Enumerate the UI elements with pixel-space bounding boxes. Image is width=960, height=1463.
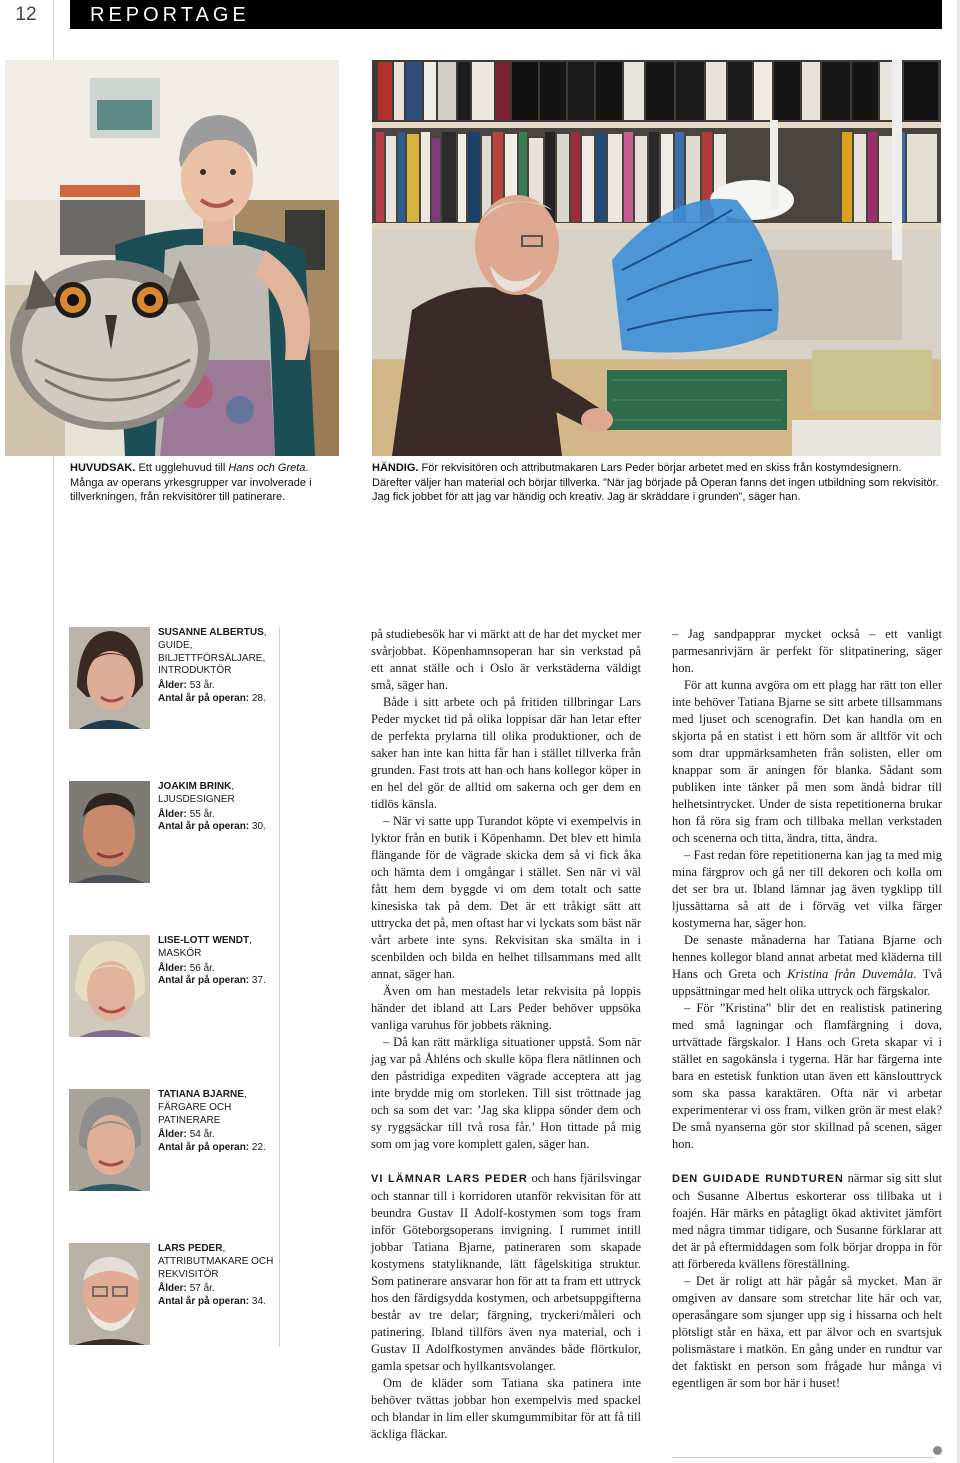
profile-age: [158, 1129, 278, 1142]
profile-name: LARS PEDER: [158, 1243, 223, 1254]
profile-role: FÄRGARE OCH PATINERARE: [158, 1101, 232, 1126]
article-paragraph: – Då kan rätt märkliga situationer uppstå. Som när jag var på Åhléns och skulle köpa flera nätlinnen och den påstridiga expediten vägrade acceptera att jag inte brydde mig om storleken. Till sist tröttnade jag och sa som det var: ’Jag ska klippa sönder dem och sy ryggsäckar till två rosa får.’ Hon tittade på mig som om jag vore komplett galen, säger han.: [371, 1035, 641, 1151]
profile-age-value: 54 år.: [189, 1129, 215, 1141]
profile-age-label: Ålder:: [158, 680, 187, 692]
article-paragraph-lead: [371, 1170, 641, 1375]
article-paragraph: – Det är roligt att här pågår så mycket. Man är omgiven av dansare som stretchar lite här och var, operasångare som sjunger upp sig i hissarna och helt plötsligt står en häxa, ett par älvor och en svartsjuk polismästare i matkön. En gång under en rundtur var det faktiskt en person som frågade hur många vi egentligen är som bor här i huset!: [672, 1274, 942, 1390]
profile-tenure-value: 30.: [251, 821, 266, 833]
end-of-article-dot-icon: [933, 1446, 942, 1455]
portrait-susanne-albertus: [69, 627, 150, 729]
profile-age-value: 57 år.: [189, 1283, 215, 1295]
profile-age-value: 53 år.: [189, 680, 215, 692]
profile-tenure-value: 22.: [251, 1142, 266, 1154]
profile-tenure-label: Antal år på operan:: [158, 821, 250, 833]
profile-info: LISE-LOTT WENDT, MASKÖR Ålder: 56 år. Antal år på operan: 37.: [158, 935, 278, 988]
profile-age: [158, 1283, 278, 1296]
profile-role: MASKÖR: [158, 947, 202, 959]
profile-age: [158, 680, 278, 693]
article-lead-in: DEN GUIDADE RUNDTUREN: [672, 1173, 844, 1185]
article-paragraph: Om de kläder som Tatiana ska patinera inte behöver tvättas jobbar hon exempelvis med spackel och blandar in lim eller skumgummibitar för att få till äckliga fläckar.: [371, 1376, 641, 1441]
profile-name: LISE-LOTT WENDT: [158, 935, 250, 946]
profile-age-value: 56 år.: [189, 962, 215, 974]
profile-tenure: [158, 693, 278, 706]
workshop-photo-illustration: [372, 60, 941, 456]
profile-susanne-albertus: [69, 627, 279, 735]
profile-age-label: Ålder:: [158, 808, 187, 820]
profile-lars-peder: [69, 1243, 279, 1351]
profile-role: LJUSDESIGNER: [158, 793, 235, 805]
article-paragraph: – När vi satte upp Turandot köpte vi exempelvis in lyktor från en butik i Köpenhamn. Det blev ett himla flängande för de vägrade skicka dem så vi fick åka och hämta dem i omgångar i stället. Sen när vi väl fått hem dem byggde vi om dem totalt och satte kinesiska tak på dem. Det är ett tråkigt sätt att uttrycka det på, men oftast har vi lyckats som bäst när vårt arbete inte syns. Rekvisitan ska smälta in i scenbilden och bilda en helhet tillsammans med allt annat, säger han.: [371, 814, 641, 981]
profile-tenure-label: Antal år på operan:: [158, 1142, 250, 1154]
article-paragraph: För att kunna avgöra om ett plagg har rätt ton eller inte behöver Tatiana Bjarne se sitt arbete tillsammans med ljuset och scenografin. Det kan handla om en skjorta på en statist i ett hörn som är alltför vit och som drar uppmärksamheten från solisten, eller om knappar som är aningen för blanka. Sådant som publiken inte tänker på men som ändå bidrar till helhetsintrycket. Under de sista repetitionerna brukar hon få röra sig fram och tillbaka mellan verkstaden och scenerna och titta, ändra, titta, ändra.: [672, 678, 942, 845]
article-paragraph: på studiebesök har vi märkt att de har det mycket mer svårjobbat. Köpenhamnsoperan har sin verkstad på ett annat ställe och i Oslo är verkstäderna väldigt små, säger han.: [371, 627, 641, 692]
caption-workshop-lead: HÄNDIG.: [372, 462, 419, 474]
profile-age: [158, 963, 278, 976]
portrait-illustration: [69, 1089, 150, 1191]
photo-workshop: [372, 60, 941, 456]
article-paragraph: – För ”Kristina” blir det en realistisk patinering med små lagningar och flamfärgning i dova, urtvättade färgskalor. I Hans och Greta skapar vi i stället en sagokänsla i tygerna. Här har färgerna inte bara en estetisk funktion utan även ett känslouttryck som ska passa karaktären. Ofta när vi arbetar experimenterar vi oss fram, vilken grön är mest elak? De små nyanserna gör stor skillnad på scenen, säger hon.: [672, 1001, 942, 1151]
article-paragraph-text: . Två uppsättningar med helt olika uttryck och färgskalor.: [672, 967, 942, 998]
profile-tenure-value: 28.: [251, 692, 266, 704]
profile-age-label: Ålder:: [158, 1283, 187, 1295]
profile-joakim-brink: [69, 781, 279, 889]
profile-age-value: 55 år.: [189, 808, 215, 820]
caption-owl-text-1: Ett ugglehuvud till: [135, 462, 229, 474]
article-paragraph: – Jag sandpapprar mycket också – ett vanligt parmesanrivjärn är perfekt för slitpatinering, säger hon.: [672, 627, 942, 675]
profile-tenure-value: 37.: [251, 975, 266, 987]
portrait-illustration: [69, 1243, 150, 1345]
profile-tatiana-bjarne: [69, 1089, 279, 1197]
profile-age-label: Ålder:: [158, 1129, 187, 1141]
profile-lise-lott-wendt: [69, 935, 279, 1043]
profile-tenure-value: 34.: [251, 1296, 266, 1308]
profile-info: LARS PEDER, ATTRIBUTMAKARE OCH REKVISITÖR Ålder: 57 år. Antal år på operan: 34.: [158, 1243, 278, 1309]
profile-name: JOAKIM BRINK: [158, 781, 232, 792]
profile-role: GUIDE, BILJETTFÖRSÄLJARE, INTRODUKTÖR: [158, 639, 266, 677]
caption-workshop: [372, 461, 942, 505]
article-paragraph: Både i sitt arbete och på fritiden tillbringar Lars Peder mycket tid på olika loppisar där han letar efter de perfekta prylarna till olika produktioner, och de saker han inte kan hitta får han i stället tillverka från grunden. Fast trots att han och hans kollegor köper in en hel del gör de alltid om sakerna och ger dem en tidlös känsla.: [371, 695, 641, 811]
profile-tenure-label: Antal år på operan:: [158, 1296, 250, 1308]
article-lead-in: VI LÄMNAR LARS PEDER: [371, 1173, 528, 1185]
article-column-right: [672, 626, 942, 1392]
profile-info: TATIANA BJARNE, FÄRGARE OCH PATINERARE Ålder: 54 år. Antal år på operan: 22.: [158, 1089, 278, 1155]
article-paragraph-text: De senaste månaderna har Tatiana Bjarne och hennes kollegor bland annat arbetat med kläderna till Hans och Greta och: [672, 933, 942, 981]
article-column-middle: [371, 626, 641, 1443]
caption-workshop-text: För rekvisitören och attributmakaren Lars Peder börjar arbetet med en skiss från kostymdesignern. Därefter väljer han material och börjar tillverka. ”När jag började på Operan fanns det ingen utbildning som rekvisitör. Jag fick jobbet för att jag var händig och kreativ. Jag är skräddare i grunden”, säger han.: [372, 462, 939, 503]
page-number: 12: [15, 4, 37, 25]
profile-tenure-label: Antal år på operan:: [158, 692, 250, 704]
article-end-rule: [672, 1457, 934, 1458]
portrait-lars-peder: [69, 1243, 150, 1345]
article-paragraph-lead: [672, 1170, 942, 1273]
portrait-illustration: [69, 627, 150, 729]
profile-name: SUSANNE ALBERTUS: [158, 627, 264, 638]
portrait-illustration: [69, 781, 150, 883]
portrait-illustration: [69, 935, 150, 1037]
section-title: REPORTAGE: [90, 4, 250, 26]
profile-tenure: [158, 821, 278, 834]
article-paragraph: [672, 932, 942, 1000]
caption-owl: [70, 461, 332, 505]
profile-tenure: [158, 1142, 278, 1155]
profile-name: TATIANA BJARNE: [158, 1089, 244, 1100]
article-paragraph: – Fast redan före repetitionerna kan jag ta med mig mina färgprov och gå ner till dekoren och kolla om det ser bra ut. Ibland lämnar jag även tygklipp till ljussättarna så att de i förväg vet vilka färger kostymerna har, säger hon.: [672, 848, 942, 930]
article-paragraph-text: och hans fjärilsvingar och stannar till i korridoren utanför rekvisitan för att beundra Gustav II Adolf-kostymen som togs fram inför Göteborgsoperans invigning. I rummet intill jobbar Tatiana Bjarne, patineraren som skapade kostymens statyliknande, lätt fågelskitiga struktur. Som patinerare ansvarar hon för att ta fram ett uttryck hos den färdigsydda kostymen, och arbetsuppgifterna består av tre delar; färgning, tryckeri/måleri och patinering. Ibland tillförs även nya material, och i Gustav II Adolfkostymen användes både flörtkulor, gamla spetsar och hyllkantsvolanger.: [371, 1171, 641, 1373]
profile-role: ATTRIBUTMAKARE OCH REKVISITÖR: [158, 1255, 274, 1280]
owl-photo-illustration: [5, 60, 339, 456]
photo-owl-head: [5, 60, 339, 456]
profile-tenure: [158, 975, 278, 988]
profile-info: SUSANNE ALBERTUS, GUIDE, BILJETTFÖRSÄLJARE, INTRODUKTÖR Ålder: 53 år. Antal år på operan: 28.: [158, 627, 278, 706]
caption-owl-lead: HUVUDSAK.: [70, 462, 136, 474]
portrait-lise-lott-wendt: [69, 935, 150, 1037]
article-paragraph: Även om han mestadels letar rekvisita på loppis händer det ibland att Lars Peder behöver uppsöka vanliga varuhus för jobbets räkning.: [371, 984, 641, 1032]
portrait-joakim-brink: [69, 781, 150, 883]
profile-tenure: [158, 1296, 278, 1309]
staff-column-rule: [279, 627, 280, 1347]
profile-tenure-label: Antal år på operan:: [158, 975, 250, 987]
caption-owl-text-2: . Många av operans yrkesgrupper var involverade i tillverkningen, från rekvisitörer till patinerare.: [70, 462, 312, 503]
profile-age: [158, 809, 278, 822]
production-title: Kristina från Duvemåla: [787, 967, 914, 981]
profile-age-label: Ålder:: [158, 962, 187, 974]
profile-info: JOAKIM BRINK, LJUSDESIGNER Ålder: 55 år. Antal år på operan: 30.: [158, 781, 278, 834]
portrait-tatiana-bjarne: [69, 1089, 150, 1191]
article-paragraph-text: närmar sig sitt slut och Susanne Albertus eskorterar oss tillbaka ut i foajén. Här märks en påtagligt ökad aktivitet jämfört med några timmar tidigare, och Susanne förklarar att det är på eftermiddagen som folk börjar droppa in för att förbereda kvällens föreställning.: [672, 1171, 942, 1271]
caption-owl-title: Hans och Greta: [228, 462, 306, 474]
